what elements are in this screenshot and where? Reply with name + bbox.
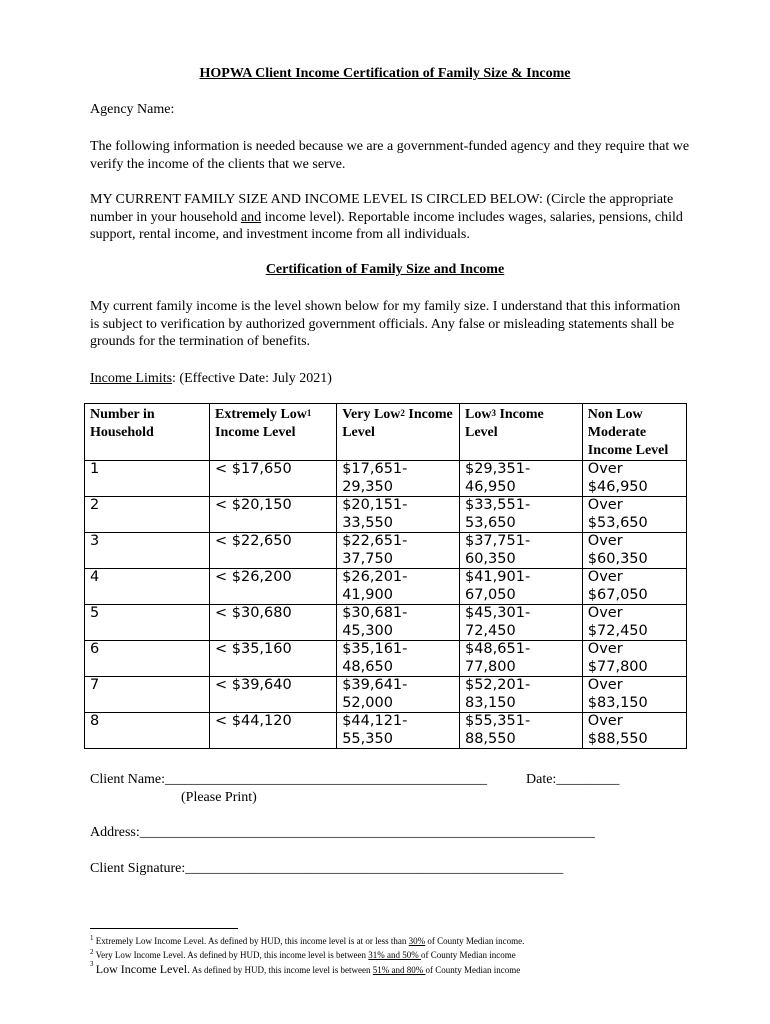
footnote-2: $^2$ Very Low Income Level. As defined by HUD, this income level is between 31% and 50% of County Median income [90, 948, 516, 960]
footnote-1: $^1$ Extremely Low Income Level. As defined by HUD, this income level is at or less than 30% of County Median income. [90, 934, 525, 946]
cell-low: $55,351- 88,550 [459, 713, 582, 749]
cell-non-low: Over $53,650 [582, 497, 686, 533]
cell-extremely-low: < $30,680 [210, 605, 337, 641]
cell-household-size: 6 [85, 641, 210, 677]
cell-household-size: 2 [85, 497, 210, 533]
cell-low: $45,301- 72,450 [459, 605, 582, 641]
cell-very-low: $30,681- 45,300 [337, 605, 460, 641]
circled-text-part2: income level). Reportable income includes wages, salaries, pensions, child support, rental income, and investment income from all individuals. [90, 209, 683, 242]
cell-extremely-low: < $22,650 [210, 533, 337, 569]
document-title: HOPWA Client Income Certification of Family Size & Income [199, 66, 571, 81]
cell-household-size: 7 [85, 677, 210, 713]
circled-text-and: and [240, 209, 262, 225]
cell-very-low: $39,641- 52,000 [337, 677, 460, 713]
table-row [85, 569, 687, 605]
footnote-3: $^3$ Low Income Level. As defined by HUD, this income level is between 51% and 80% of County Median income [90, 960, 521, 976]
agency-name-label: Agency Name: [90, 102, 175, 117]
cell-very-low: $17,651- 29,350 [337, 461, 460, 497]
date-field[interactable]: Date:_________ [526, 772, 620, 787]
cell-extremely-low: < $26,200 [210, 569, 337, 605]
cell-very-low: $35,161- 48,650 [337, 641, 460, 677]
cell-very-low: $44,121- 55,350 [337, 713, 460, 749]
cell-low: $48,651- 77,800 [459, 641, 582, 677]
table-row [85, 641, 687, 677]
cell-very-low: $20,151- 33,550 [337, 497, 460, 533]
footnote-divider [90, 928, 238, 929]
circled-instructions [90, 191, 690, 244]
cell-household-size: 1 [85, 461, 210, 497]
cell-household-size: 8 [85, 713, 210, 749]
cell-non-low: Over $88,550 [582, 713, 686, 749]
please-print-note: (Please Print) [181, 790, 257, 805]
table-row [85, 497, 687, 533]
cell-extremely-low: < $17,650 [210, 461, 337, 497]
cell-extremely-low: < $39,640 [210, 677, 337, 713]
income-limits-effective-date: : (Effective Date: July 2021) [172, 371, 332, 386]
certification-paragraph: My current family income is the level shown below for my family size. I understand that this information is subject to verification by authorized government officials. Any false or misleading statements shall be grounds for the termination of benefits. [90, 299, 681, 349]
table-row [85, 677, 687, 713]
cell-household-size: 5 [85, 605, 210, 641]
certification-title: Certification of Family Size and Income [265, 262, 505, 277]
table-row [85, 461, 687, 497]
cell-household-size: 3 [85, 533, 210, 569]
income-limits-table [84, 403, 687, 749]
cell-non-low: Over $77,800 [582, 641, 686, 677]
cell-extremely-low: < $35,160 [210, 641, 337, 677]
client-name-field[interactable]: Client Name:______________________________________________ [90, 772, 488, 787]
cell-non-low: Over $72,450 [582, 605, 686, 641]
header-household: Number in Household [85, 404, 210, 461]
cell-very-low: $26,201- 41,900 [337, 569, 460, 605]
header-very-low: Very Low$^2$ Income Level [337, 404, 460, 461]
cell-household-size: 4 [85, 569, 210, 605]
cell-non-low: Over $83,150 [582, 677, 686, 713]
table-row [85, 713, 687, 749]
cell-non-low: Over $46,950 [582, 461, 686, 497]
cell-low: $37,751- 60,350 [459, 533, 582, 569]
table-row [85, 533, 687, 569]
cell-non-low: Over $60,350 [582, 533, 686, 569]
income-limits-line [90, 370, 690, 388]
cell-non-low: Over $67,050 [582, 569, 686, 605]
cell-low: $29,351- 46,950 [459, 461, 582, 497]
table-header-row [85, 404, 687, 461]
address-field[interactable]: Address:_________________________________________________________________ [90, 825, 595, 840]
table-row [85, 605, 687, 641]
cell-very-low: $22,651- 37,750 [337, 533, 460, 569]
client-signature-field[interactable]: Client Signature:______________________________________________________ [90, 861, 564, 876]
header-low: Low$^3$ Income Level [459, 404, 582, 461]
cell-low: $41,901- 67,050 [459, 569, 582, 605]
cell-extremely-low: < $20,150 [210, 497, 337, 533]
header-non-low: Non Low Moderate Income Level [582, 404, 686, 461]
intro-paragraph: The following information is needed because we are a government-funded agency and they require that we verify the income of the clients that we serve. [90, 139, 690, 172]
cell-low: $33,551- 53,650 [459, 497, 582, 533]
circled-text-part1: MY CURRENT FAMILY SIZE AND INCOME LEVEL IS CIRCLED BELOW: (Circle the appropriate number in your household [90, 192, 674, 225]
income-limits-label: Income Limits [90, 371, 173, 386]
cell-low: $52,201- 83,150 [459, 677, 582, 713]
cell-extremely-low: < $44,120 [210, 713, 337, 749]
header-extremely-low: Extremely Low$^1$ Income Level [210, 404, 337, 461]
